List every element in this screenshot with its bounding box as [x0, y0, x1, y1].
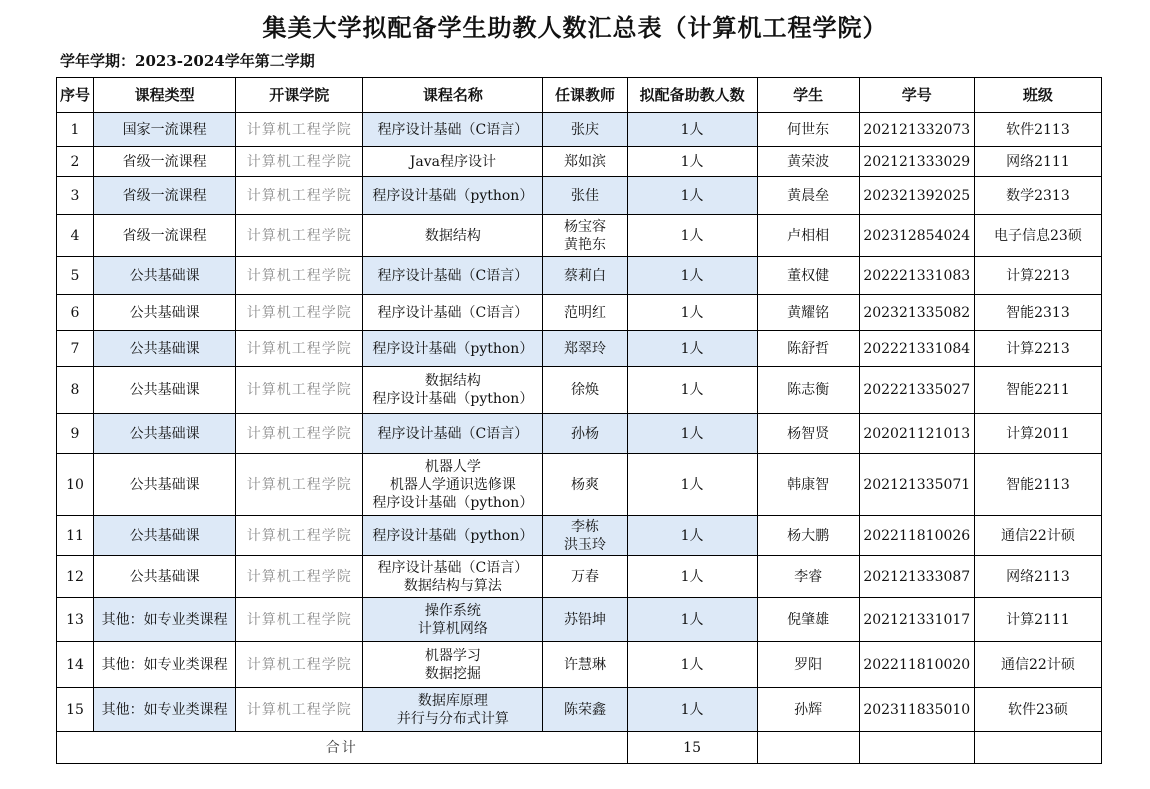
course-name-line: 程序设计基础（C语言） [377, 425, 529, 442]
table-row [57, 147, 1102, 177]
row-number: 2 [57, 147, 94, 177]
student-name: 李睿 [757, 556, 859, 598]
table-row [57, 367, 1102, 414]
row-number: 8 [57, 367, 94, 414]
teacher [543, 257, 627, 295]
student-name: 卢相相 [757, 215, 859, 257]
student-id: 202311835010 [859, 688, 974, 732]
student-id: 202312854024 [859, 215, 974, 257]
row-number: 14 [57, 642, 94, 688]
row-number: 12 [57, 556, 94, 598]
teacher-name-line: 范明红 [563, 304, 606, 321]
course-name [363, 177, 543, 215]
course-name [363, 688, 543, 732]
teacher-name-line: 张佳 [570, 187, 599, 204]
teacher-name-line: 许慧琳 [563, 656, 606, 673]
course-type: 公共基础课 [94, 516, 236, 556]
course-name-line: 程序设计基础（python） [372, 187, 534, 204]
ta-count: 1人 [627, 688, 757, 732]
table-row [57, 113, 1102, 147]
student-name: 杨智贤 [757, 414, 859, 454]
row-number: 4 [57, 215, 94, 257]
course-name-line: 程序设计基础（python） [372, 391, 534, 407]
class-name: 通信22计硕 [974, 642, 1101, 688]
student-name: 孙辉 [757, 688, 859, 732]
course-name-line: 并行与分布式计算 [396, 710, 509, 727]
offering-college: 计算机工程学院 [236, 688, 363, 732]
teacher [543, 177, 627, 215]
offering-college: 计算机工程学院 [236, 215, 363, 257]
course-type: 省级一流课程 [94, 177, 236, 215]
total-label: 合计 [57, 732, 628, 764]
total-row [57, 732, 1102, 764]
teacher-name-line: 孙杨 [570, 425, 599, 442]
row-number: 15 [57, 688, 94, 732]
course-name [363, 113, 543, 147]
ta-count: 1人 [627, 177, 757, 215]
student-id: 202121332073 [859, 113, 974, 147]
student-id: 202121333029 [859, 147, 974, 177]
student-id: 202021121013 [859, 414, 974, 454]
table-row [57, 688, 1102, 732]
teacher [543, 367, 627, 414]
course-type: 其他：如专业类课程 [94, 688, 236, 732]
student-id: 202121333087 [859, 556, 974, 598]
course-type: 省级一流课程 [94, 215, 236, 257]
course-name [363, 367, 543, 414]
teacher-name-line: 洪玉玲 [563, 536, 606, 553]
page-title: 集美大学拟配备学生助教人数汇总表（计算机工程学院） [262, 13, 888, 42]
course-name-line: 数据结构与算法 [403, 577, 502, 594]
student-name: 陈志衡 [757, 367, 859, 414]
ta-count: 1人 [627, 295, 757, 331]
course-name-line: 程序设计基础（C语言） [377, 559, 529, 576]
table-row [57, 177, 1102, 215]
offering-college: 计算机工程学院 [236, 177, 363, 215]
ta-count: 1人 [627, 331, 757, 367]
student-id: 202221335027 [859, 367, 974, 414]
total-value: 15 [627, 732, 757, 764]
teacher-name-line: 万春 [570, 568, 599, 585]
table-row [57, 414, 1102, 454]
header-type: 课程类型 [94, 78, 236, 113]
teacher [543, 454, 627, 516]
student-id: 202121335071 [859, 454, 974, 516]
student-id: 202221331084 [859, 331, 974, 367]
teacher-name-line: 杨爽 [570, 476, 599, 493]
course-name [363, 257, 543, 295]
course-name-line: 程序设计基础（python） [372, 494, 534, 511]
course-name [363, 331, 543, 367]
teacher [543, 414, 627, 454]
course-name [363, 598, 543, 642]
course-type: 其他：如专业类课程 [94, 598, 236, 642]
student-id: 202211810020 [859, 642, 974, 688]
student-name: 罗阳 [757, 642, 859, 688]
offering-college: 计算机工程学院 [236, 642, 363, 688]
course-name-line: 机器人学通识选修课 [389, 476, 516, 493]
teacher-name-line: 陈荣鑫 [563, 701, 606, 718]
course-name-line: 机器人学 [424, 458, 481, 475]
ta-count: 1人 [627, 367, 757, 414]
course-name [363, 642, 543, 688]
student-name: 黄耀铭 [757, 295, 859, 331]
course-type: 公共基础课 [94, 556, 236, 598]
header-row [57, 78, 1102, 113]
course-name-line: 程序设计基础（python） [372, 340, 534, 357]
class-name: 通信22计硕 [974, 516, 1101, 556]
class-name: 计算2011 [974, 414, 1101, 454]
ta-count: 1人 [627, 113, 757, 147]
header-college: 开课学院 [236, 78, 363, 113]
student-name: 陈舒哲 [757, 331, 859, 367]
offering-college: 计算机工程学院 [236, 367, 363, 414]
table-row [57, 257, 1102, 295]
offering-college: 计算机工程学院 [236, 414, 363, 454]
student-name: 黄晨垒 [757, 177, 859, 215]
offering-college: 计算机工程学院 [236, 516, 363, 556]
ta-count: 1人 [627, 147, 757, 177]
total-empty-cell [859, 732, 974, 764]
row-number: 13 [57, 598, 94, 642]
teacher-name-line: 杨宝容 [563, 218, 606, 235]
course-type: 公共基础课 [94, 414, 236, 454]
class-name: 计算2213 [974, 331, 1101, 367]
class-name: 数学2313 [974, 177, 1101, 215]
class-name: 软件2113 [974, 113, 1101, 147]
class-name: 网络2113 [974, 556, 1101, 598]
teacher-name-line: 郑如滨 [563, 153, 606, 170]
student-id: 202321335082 [859, 295, 974, 331]
course-name-line: 计算机网络 [417, 620, 488, 637]
student-name: 董权健 [757, 257, 859, 295]
teacher [543, 147, 627, 177]
term-label: 学年学期：2023-2024学年第二学期 [60, 52, 315, 70]
course-name [363, 556, 543, 598]
teacher [543, 642, 627, 688]
course-name [363, 295, 543, 331]
course-name-line: 程序设计基础（C语言） [377, 267, 529, 284]
header-no: 序号 [57, 78, 94, 113]
header-student: 学生 [757, 78, 859, 113]
class-name: 智能2211 [974, 367, 1101, 414]
teacher-name-line: 郑翠玲 [563, 340, 606, 357]
course-name [363, 454, 543, 516]
student-name: 韩康智 [757, 454, 859, 516]
student-id: 202211810026 [859, 516, 974, 556]
row-number: 11 [57, 516, 94, 556]
ta-count: 1人 [627, 598, 757, 642]
course-name-line: 数据挖掘 [424, 665, 481, 682]
course-name [363, 516, 543, 556]
offering-college: 计算机工程学院 [236, 556, 363, 598]
header-course: 课程名称 [363, 78, 543, 113]
class-name: 智能2113 [974, 454, 1101, 516]
table-row [57, 516, 1102, 556]
teacher-name-line: 张庆 [570, 121, 599, 138]
course-name-line: 数据结构 [424, 227, 481, 244]
row-number: 1 [57, 113, 94, 147]
course-name-line: 机器学习 [424, 647, 481, 664]
total-empty-cell [974, 732, 1101, 764]
row-number: 7 [57, 331, 94, 367]
student-id: 202121331017 [859, 598, 974, 642]
offering-college: 计算机工程学院 [236, 598, 363, 642]
ta-count: 1人 [627, 414, 757, 454]
student-id: 202321392025 [859, 177, 974, 215]
student-name: 杨大鹏 [757, 516, 859, 556]
summary-table [56, 77, 1102, 764]
table-row [57, 331, 1102, 367]
course-type: 公共基础课 [94, 454, 236, 516]
row-number: 3 [57, 177, 94, 215]
course-name-line: 数据结构 [424, 373, 481, 389]
teacher-name-line: 苏铅坤 [563, 611, 606, 628]
offering-college: 计算机工程学院 [236, 113, 363, 147]
teacher-name-line: 蔡莉白 [563, 267, 606, 284]
row-number: 9 [57, 414, 94, 454]
row-number: 10 [57, 454, 94, 516]
ta-count: 1人 [627, 215, 757, 257]
offering-college: 计算机工程学院 [236, 454, 363, 516]
teacher [543, 295, 627, 331]
header-class: 班级 [974, 78, 1101, 113]
course-name-line: 程序设计基础（C语言） [377, 121, 529, 138]
course-name-line: 操作系统 [424, 602, 481, 619]
teacher-name-line: 黄艳东 [563, 236, 606, 253]
teacher [543, 516, 627, 556]
table-row [57, 556, 1102, 598]
teacher [543, 556, 627, 598]
offering-college: 计算机工程学院 [236, 295, 363, 331]
course-name-line: 程序设计基础（C语言） [377, 304, 529, 321]
header-count: 拟配备助教人数 [627, 78, 757, 113]
table-row [57, 598, 1102, 642]
table-row [57, 215, 1102, 257]
course-name-line: 程序设计基础（python） [372, 527, 534, 544]
teacher [543, 688, 627, 732]
teacher [543, 598, 627, 642]
table-row [57, 642, 1102, 688]
class-name: 计算2111 [974, 598, 1101, 642]
ta-count: 1人 [627, 642, 757, 688]
teacher-name-line: 徐焕 [570, 382, 599, 398]
course-name [363, 414, 543, 454]
header-teacher: 任课教师 [543, 78, 627, 113]
ta-count: 1人 [627, 556, 757, 598]
row-number: 6 [57, 295, 94, 331]
course-type: 公共基础课 [94, 295, 236, 331]
course-type: 其他：如专业类课程 [94, 642, 236, 688]
table-row [57, 454, 1102, 516]
course-type: 省级一流课程 [94, 147, 236, 177]
header-id: 学号 [859, 78, 974, 113]
student-name: 黄荣波 [757, 147, 859, 177]
course-name-line: 数据库原理 [417, 692, 488, 709]
table-row [57, 295, 1102, 331]
offering-college: 计算机工程学院 [236, 257, 363, 295]
total-empty-cell [757, 732, 859, 764]
course-type: 公共基础课 [94, 367, 236, 414]
class-name: 电子信息23硕 [974, 215, 1101, 257]
offering-college: 计算机工程学院 [236, 147, 363, 177]
course-type: 国家一流课程 [94, 113, 236, 147]
teacher [543, 113, 627, 147]
class-name: 智能2313 [974, 295, 1101, 331]
teacher-name-line: 李栋 [570, 518, 599, 535]
ta-count: 1人 [627, 454, 757, 516]
student-name: 倪肇雄 [757, 598, 859, 642]
ta-count: 1人 [627, 516, 757, 556]
student-id: 202221331083 [859, 257, 974, 295]
class-name: 计算2213 [974, 257, 1101, 295]
course-name [363, 147, 543, 177]
student-name: 何世东 [757, 113, 859, 147]
class-name: 网络2111 [974, 147, 1101, 177]
teacher [543, 331, 627, 367]
course-name-line: Java程序设计 [409, 153, 496, 170]
course-type: 公共基础课 [94, 257, 236, 295]
offering-college: 计算机工程学院 [236, 331, 363, 367]
row-number: 5 [57, 257, 94, 295]
course-name [363, 215, 543, 257]
teacher [543, 215, 627, 257]
course-type: 公共基础课 [94, 331, 236, 367]
class-name: 软件23硕 [974, 688, 1101, 732]
ta-count: 1人 [627, 257, 757, 295]
